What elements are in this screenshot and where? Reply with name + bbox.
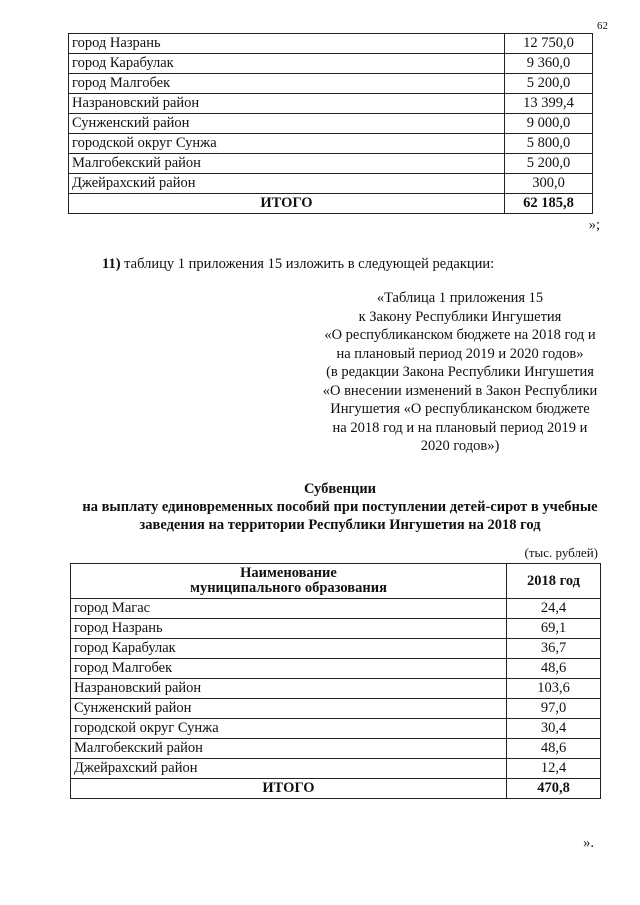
amount-value: 13 399,4 bbox=[505, 94, 593, 114]
municipality-name: Малгобекский район bbox=[69, 154, 505, 174]
table-row bbox=[69, 154, 593, 174]
total-value: 470,8 bbox=[507, 779, 601, 799]
title-line: Субвенции bbox=[303, 481, 377, 497]
table-row bbox=[69, 74, 593, 94]
amendment-instruction bbox=[102, 256, 494, 273]
municipality-name: город Малгобек bbox=[69, 74, 505, 94]
municipality-name: городской округ Сунжа bbox=[69, 134, 505, 154]
amount-value: 5 200,0 bbox=[505, 74, 593, 94]
municipality-name: Джейрахский район bbox=[69, 174, 505, 194]
municipality-name: город Карабулак bbox=[69, 54, 505, 74]
note-line: Ингушетия «О республиканском бюджете bbox=[330, 401, 590, 417]
total-label: ИТОГО bbox=[71, 779, 507, 799]
amount-value: 48,6 bbox=[507, 739, 601, 759]
amount-value: 69,1 bbox=[507, 619, 601, 639]
amount-value: 103,6 bbox=[507, 679, 601, 699]
header-line: муниципального образования bbox=[190, 580, 387, 596]
amount-value: 24,4 bbox=[507, 599, 601, 619]
section-title bbox=[40, 480, 640, 534]
municipality-name: Сунженский район bbox=[69, 114, 505, 134]
table-row bbox=[69, 34, 593, 54]
amount-value: 30,4 bbox=[507, 719, 601, 739]
note-line: «Таблица 1 приложения 15 bbox=[376, 290, 544, 306]
table-row bbox=[71, 599, 601, 619]
note-line: 2020 годов») bbox=[420, 438, 500, 454]
amount-value: 12,4 bbox=[507, 759, 601, 779]
note-line: «О республиканском бюджете на 2018 год и bbox=[324, 327, 596, 343]
municipality-name: Назрановский район bbox=[71, 679, 507, 699]
municipality-name: Джейрахский район bbox=[71, 759, 507, 779]
closing-quote: »; bbox=[588, 217, 600, 233]
table-row bbox=[71, 619, 601, 639]
amount-value: 5 800,0 bbox=[505, 134, 593, 154]
amount-value: 12 750,0 bbox=[505, 34, 593, 54]
table-row bbox=[71, 759, 601, 779]
municipality-name: Сунженский район bbox=[71, 699, 507, 719]
table-row bbox=[69, 94, 593, 114]
table-row bbox=[69, 54, 593, 74]
total-row bbox=[69, 194, 593, 214]
units-label: (тыс. рублей) bbox=[524, 545, 598, 560]
title-line: на выплату единовременных пособий при поступлении детей-сирот в учебные bbox=[82, 499, 598, 515]
note-line: на плановый период 2019 и 2020 годов» bbox=[336, 345, 584, 362]
title-line: заведения на территории Республики Ингушетия на 2018 год bbox=[139, 517, 541, 533]
page-number: 62 bbox=[597, 20, 608, 32]
closing-quote: ». bbox=[583, 835, 594, 851]
note-line: на 2018 год и на плановый период 2019 и bbox=[332, 419, 588, 436]
table-row bbox=[69, 134, 593, 154]
municipality-name: город Назрань bbox=[71, 619, 507, 639]
municipality-name: город Карабулак bbox=[71, 639, 507, 659]
table-row bbox=[71, 679, 601, 699]
municipality-name: городской округ Сунжа bbox=[71, 719, 507, 739]
table-row bbox=[71, 699, 601, 719]
column-header-year: 2018 год bbox=[507, 564, 601, 599]
note-line: (в редакции Закона Республики Ингушетия bbox=[326, 364, 594, 380]
appendix-header-note bbox=[300, 289, 620, 456]
instruction-text: таблицу 1 приложения 15 изложить в следующей редакции: bbox=[124, 256, 495, 272]
municipality-name: город Назрань bbox=[69, 34, 505, 54]
table-row bbox=[71, 639, 601, 659]
subvention-table-continued bbox=[68, 33, 593, 214]
municipality-name: город Малгобек bbox=[71, 659, 507, 679]
note-line: «О внесении изменений в Закон Республики bbox=[322, 382, 598, 399]
column-header-name bbox=[71, 564, 507, 599]
amount-value: 36,7 bbox=[507, 639, 601, 659]
amount-value: 97,0 bbox=[507, 699, 601, 719]
amount-value: 5 200,0 bbox=[505, 154, 593, 174]
municipality-name: Малгобекский район bbox=[71, 739, 507, 759]
note-line: к Закону Республики Ингушетия bbox=[358, 308, 562, 325]
amount-value: 9 000,0 bbox=[505, 114, 593, 134]
table-row bbox=[71, 659, 601, 679]
table-row bbox=[69, 114, 593, 134]
header-line: Наименование bbox=[240, 565, 337, 581]
amount-value: 9 360,0 bbox=[505, 54, 593, 74]
amount-value: 300,0 bbox=[505, 174, 593, 194]
table-header-row bbox=[71, 564, 601, 599]
municipality-name: Назрановский район bbox=[69, 94, 505, 114]
subvention-table bbox=[70, 563, 601, 799]
total-label: ИТОГО bbox=[69, 194, 505, 214]
table-row bbox=[71, 719, 601, 739]
table-row bbox=[69, 174, 593, 194]
total-value: 62 185,8 bbox=[505, 194, 593, 214]
total-row bbox=[71, 779, 601, 799]
item-number: 11) bbox=[102, 256, 121, 272]
municipality-name: город Магас bbox=[71, 599, 507, 619]
amount-value: 48,6 bbox=[507, 659, 601, 679]
table-row bbox=[71, 739, 601, 759]
